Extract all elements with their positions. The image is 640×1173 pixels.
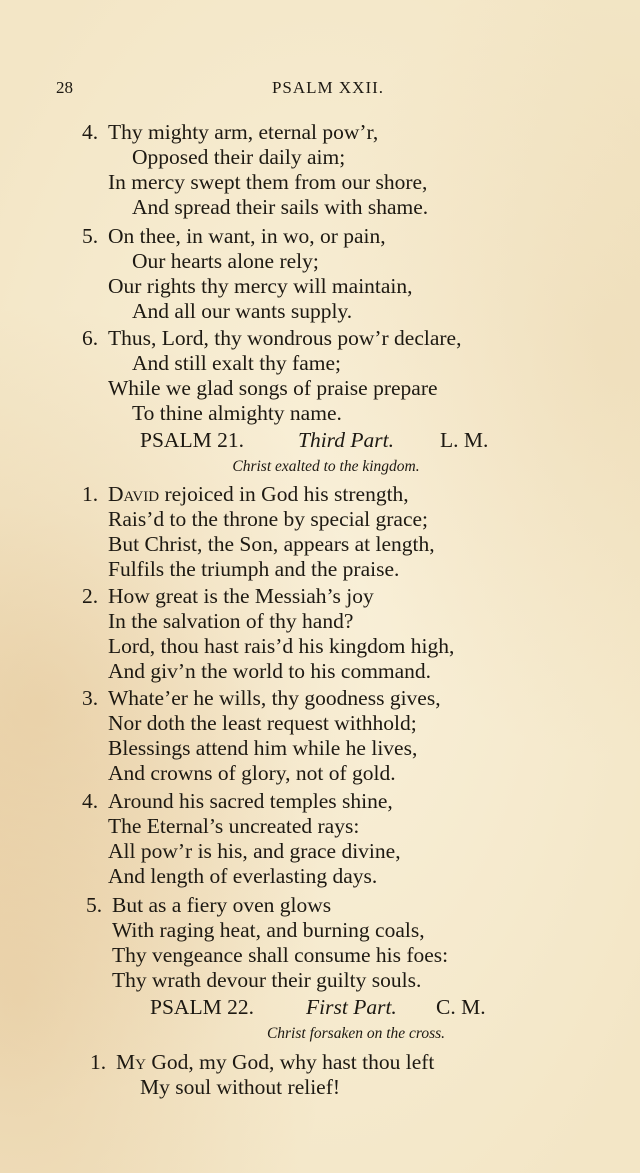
verse-line: But as a fiery oven glows: [112, 893, 332, 917]
running-title: PSALM XXII.: [271, 78, 385, 97]
stanza-number: 1.: [82, 482, 99, 506]
verse-line: Whate’er he wills, thy goodness gives,: [108, 686, 441, 710]
verse-line: Our rights thy mercy will maintain,: [108, 274, 413, 298]
verse-line: Blessings attend him while he lives,: [108, 736, 418, 760]
verse-line: Fulfils the triumph and the praise.: [108, 557, 400, 581]
verse-line: Lord, thou hast rais’d his kingdom high,: [108, 634, 455, 658]
stanza-number: 4.: [82, 789, 99, 813]
stanza-number: 3.: [82, 686, 99, 710]
verse-line: And spread their sails with shame.: [132, 195, 429, 219]
psalm-title: PSALM 22.: [150, 995, 254, 1019]
stanza-number: 2.: [82, 584, 99, 608]
verse-line: Rais’d to the throne by special grace;: [108, 507, 429, 531]
verse-line: The Eternal’s uncreated rays:: [108, 814, 360, 838]
verse-line: And giv’n the world to his command.: [108, 659, 432, 683]
smallcaps-word: David: [108, 482, 160, 506]
page-header: [56, 78, 576, 104]
verse-line: All pow’r is his, and grace divine,: [108, 839, 401, 863]
stanza-number: 4.: [82, 120, 99, 144]
psalm-title: PSALM 21.: [140, 428, 244, 452]
verse-line: In the salvation of thy hand?: [108, 609, 354, 633]
stanza-number: 6.: [82, 326, 99, 350]
psalm-meter: L. M.: [440, 428, 489, 452]
verse-line: [116, 1050, 434, 1075]
psalm-meter: C. M.: [436, 995, 486, 1019]
verse-line: And crowns of glory, not of gold.: [108, 761, 396, 785]
psalm-part: First Part.: [306, 995, 397, 1019]
verse-line: [108, 482, 409, 507]
verse-line: My soul without relief!: [140, 1075, 341, 1099]
page-number: 28: [56, 78, 73, 97]
psalm-22-subtitle: Christ forsaken on the cross.: [266, 1025, 446, 1042]
verse-line: With raging heat, and burning coals,: [112, 918, 425, 942]
verse-line-rest: God, my God, why hast thou left: [145, 1050, 435, 1074]
stanza-number: 5.: [86, 893, 103, 917]
verse-line: On thee, in want, in wo, or pain,: [108, 224, 386, 248]
stanza-number: 1.: [90, 1050, 107, 1074]
verse-line: Our hearts alone rely;: [132, 249, 319, 273]
verse-line: Thy wrath devour their guilty souls.: [112, 968, 422, 992]
verse-line: Opposed their daily aim;: [132, 145, 346, 169]
verse-line: Thus, Lord, thy wondrous pow’r declare,: [108, 326, 462, 350]
verse-line: And length of everlasting days.: [108, 864, 378, 888]
stanza-number: 5.: [82, 224, 99, 248]
verse-line: Thy mighty arm, eternal pow’r,: [108, 120, 379, 144]
verse-line: To thine almighty name.: [132, 401, 342, 425]
verse-line: And all our wants supply.: [132, 299, 353, 323]
verse-line-rest: rejoiced in God his strength,: [159, 482, 409, 506]
verse-line: Nor doth the least request withhold;: [108, 711, 417, 735]
verse-line: In mercy swept them from our shore,: [108, 170, 428, 194]
smallcaps-word: My: [116, 1050, 146, 1074]
verse-line: Around his sacred temples shine,: [108, 789, 393, 813]
psalm-part: Third Part.: [298, 428, 394, 452]
verse-line: How great is the Messiah’s joy: [108, 584, 374, 608]
verse-line: And still exalt thy fame;: [132, 351, 341, 375]
psalm-21-subtitle: Christ exalted to the kingdom.: [232, 458, 420, 475]
verse-line: Thy vengeance shall consume his foes:: [112, 943, 449, 967]
verse-line: While we glad songs of praise prepare: [108, 376, 438, 400]
verse-line: But Christ, the Son, appears at length,: [108, 532, 435, 556]
